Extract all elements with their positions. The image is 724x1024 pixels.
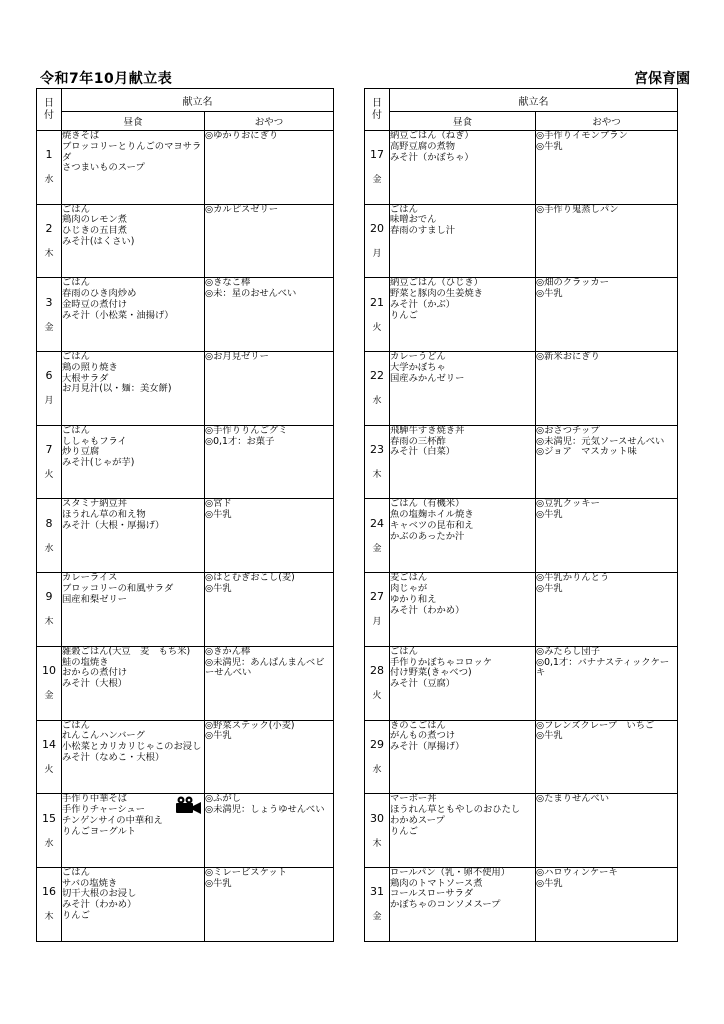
snack-header: おやつ — [536, 112, 678, 131]
day-number: 1 — [45, 148, 53, 162]
day-number: 20 — [370, 222, 384, 236]
weekday: 月 — [372, 249, 382, 260]
lunch-item: マーボー丼 — [390, 793, 437, 805]
day-cell — [365, 867, 390, 941]
lunch-item: 金時豆の煮付け — [62, 298, 128, 310]
snack-cell — [536, 204, 678, 278]
table-row — [365, 499, 678, 573]
lunch-cell — [390, 425, 536, 499]
day-number: 8 — [45, 516, 53, 530]
snack-item: ◎たまりせんべい — [536, 793, 610, 805]
snack-cell — [536, 794, 678, 868]
day-number: 10 — [42, 664, 56, 678]
day-cell — [37, 204, 62, 278]
lunch-item: 付け野菜(きゃべつ) — [390, 667, 472, 679]
table-row — [37, 425, 334, 499]
weekday: 火 — [44, 764, 54, 775]
lunch-item: おからの煮付け — [62, 667, 128, 679]
lunch-cell — [390, 646, 536, 720]
lunch-item: 大学かぼちゃ — [390, 361, 446, 373]
table-row — [37, 867, 334, 941]
weekday: 木 — [44, 912, 54, 923]
snack-item: ◎おさつチップ — [536, 424, 600, 436]
snack-item: ◎牛乳 — [205, 730, 232, 742]
table-row — [365, 352, 678, 426]
day-cell — [365, 131, 390, 205]
snack-item: ◎ふがし — [205, 793, 242, 805]
lunch-item: お月見汁(以・麺：美女餅) — [62, 383, 172, 395]
lunch-item: ごはん — [62, 866, 90, 878]
snack-item: ◎未：星のおせんべい — [205, 288, 297, 300]
lunch-item: ごはん — [390, 203, 418, 215]
day-number: 24 — [370, 516, 384, 530]
lunch-item: 肉じゃが — [390, 582, 428, 594]
lunch-item: 鶏肉のレモン煮 — [62, 214, 128, 226]
snack-cell — [205, 573, 334, 647]
lunch-header: 昼食 — [390, 112, 536, 131]
day-number: 7 — [45, 443, 53, 457]
weekday: 水 — [44, 838, 54, 849]
lunch-item: 手作り中華そば — [62, 793, 128, 805]
day-cell — [365, 204, 390, 278]
menu-table-right — [364, 88, 678, 942]
snack-item: ◎きなこ棒 — [205, 277, 251, 289]
lunch-item: サバの塩焼き — [62, 877, 118, 889]
lunch-item: 魚の塩麹ホイル焼き — [390, 509, 474, 521]
snack-item: ◎未満児：元気ソースせんべい — [536, 435, 665, 447]
day-cell — [365, 352, 390, 426]
day-number: 14 — [42, 737, 56, 751]
weekday: 木 — [44, 617, 54, 628]
page-title: 令和7年10月献立表 — [40, 71, 173, 87]
lunch-item: 手作りチャーシュー — [62, 803, 146, 815]
lunch-cell — [390, 278, 536, 352]
day-cell — [37, 867, 62, 941]
menu-name-header: 献立名 — [390, 89, 678, 112]
lunch-item: かぶのあったか汁 — [390, 530, 465, 542]
snack-item: ◎未満児：あんぱんまんベビーせんべい — [205, 656, 325, 679]
snack-cell — [536, 425, 678, 499]
lunch-item: がんもの煮つけ — [390, 730, 456, 742]
lunch-item: 納豆ごはん（ひじき） — [390, 277, 483, 289]
lunch-item: 小松菜とカリカリじゃこのお浸し — [62, 741, 202, 753]
table-row — [37, 573, 334, 647]
lunch-item: ほうれん草ともやしのおひたし — [390, 803, 521, 815]
lunch-cell — [390, 573, 536, 647]
snack-cell — [205, 720, 334, 794]
lunch-item: 鮭の塩焼き — [62, 656, 109, 668]
lunch-cell — [390, 131, 536, 205]
day-cell — [365, 425, 390, 499]
lunch-item: みそ汁（かぶ） — [390, 298, 456, 310]
snack-cell — [536, 867, 678, 941]
lunch-item: 野菜と豚肉の生姜焼き — [390, 288, 483, 300]
day-number: 6 — [45, 369, 53, 383]
lunch-item: チンゲンサイの中華和え — [62, 814, 163, 826]
lunch-item: 麦ごはん — [390, 572, 428, 584]
lunch-item: りんご — [390, 825, 418, 837]
snack-cell — [536, 573, 678, 647]
lunch-item: 大根サラダ — [62, 372, 109, 384]
lunch-cell — [62, 720, 205, 794]
snack-cell — [205, 867, 334, 941]
weekday: 金 — [372, 543, 382, 554]
table-row — [365, 720, 678, 794]
day-number: 30 — [370, 811, 384, 825]
lunch-item: 納豆ごはん（ねぎ） — [390, 130, 474, 141]
lunch-item: ごはん — [62, 719, 90, 731]
snack-cell — [205, 425, 334, 499]
lunch-item: りんご — [62, 910, 90, 922]
lunch-cell — [62, 278, 205, 352]
snack-item: ◎手作り鬼蒸しパン — [536, 203, 619, 215]
lunch-cell — [390, 499, 536, 573]
table-row — [365, 794, 678, 868]
weekday: 火 — [372, 691, 382, 702]
lunch-item: きのこごはん — [390, 719, 446, 731]
day-number: 23 — [370, 443, 384, 457]
table-row — [37, 352, 334, 426]
lunch-item: れんこんハンバーグ — [62, 730, 146, 742]
lunch-item: 切干大根のお浸し — [62, 888, 137, 900]
snack-item: ◎牛乳 — [536, 730, 563, 742]
table-row — [365, 204, 678, 278]
lunch-item: カレーライス — [62, 572, 118, 584]
weekday: 火 — [44, 470, 54, 481]
snack-cell — [205, 646, 334, 720]
weekday: 火 — [372, 322, 382, 333]
day-number: 3 — [45, 295, 53, 309]
weekday: 月 — [372, 617, 382, 628]
snack-item: ◎みたらし団子 — [536, 645, 600, 657]
snack-item: ◎ハロウィンケーキ — [536, 866, 618, 878]
school-name: 宮保育園 — [634, 71, 690, 87]
day-cell — [37, 646, 62, 720]
snack-item: ◎きかん棒 — [205, 645, 251, 657]
day-cell — [365, 278, 390, 352]
snack-cell — [205, 352, 334, 426]
lunch-item: さつまいものスープ — [62, 162, 145, 174]
lunch-item: みそ汁（なめこ・大根） — [62, 751, 165, 763]
lunch-item: ロールパン（乳・卵不使用） — [390, 866, 511, 878]
lunch-item: 炒り豆腐 — [62, 446, 100, 458]
weekday: 木 — [44, 249, 54, 260]
lunch-item: みそ汁（白菜） — [390, 446, 456, 458]
snack-item: ◎はとむぎおこし(麦) — [205, 572, 295, 584]
lunch-item: みそ汁(はくさい) — [62, 236, 135, 248]
lunch-item: キャベツの昆布和え — [390, 520, 474, 532]
weekday: 水 — [44, 543, 54, 554]
lunch-item: ごはん — [62, 203, 90, 215]
day-cell — [37, 278, 62, 352]
lunch-item: みそ汁（わかめ） — [390, 604, 465, 616]
lunch-cell — [62, 573, 205, 647]
menu-name-header: 献立名 — [62, 89, 334, 112]
snack-cell — [536, 352, 678, 426]
lunch-item: みそ汁（わかめ） — [62, 899, 137, 911]
lunch-item: 味噌おでん — [390, 214, 437, 226]
lunch-item: ゆかり和え — [390, 593, 437, 605]
snack-cell — [536, 646, 678, 720]
snack-item: ◎豆乳クッキー — [536, 498, 600, 510]
table-row — [365, 425, 678, 499]
lunch-item: 国産みかんゼリー — [390, 372, 465, 384]
table-row — [37, 720, 334, 794]
snack-item: ◎野菜ステック(小麦) — [205, 719, 295, 731]
weekday: 木 — [372, 838, 382, 849]
lunch-cell — [390, 720, 536, 794]
weekday: 金 — [44, 322, 54, 333]
lunch-cell — [390, 794, 536, 868]
snack-item: ◎手作りりんごグミ — [205, 424, 288, 436]
day-cell — [37, 425, 62, 499]
lunch-item: コールスローサラダ — [390, 888, 474, 900]
weekday: 金 — [44, 691, 54, 702]
table-row — [365, 278, 678, 352]
lunch-item: 焼きそば — [62, 130, 100, 141]
day-number: 28 — [370, 664, 384, 678]
day-cell — [365, 499, 390, 573]
lunch-header: 昼食 — [62, 112, 205, 131]
table-row — [37, 646, 334, 720]
lunch-item: ごはん（有機米） — [390, 498, 465, 510]
day-number: 15 — [42, 811, 56, 825]
video-camera-icon — [174, 796, 202, 818]
snack-item: ◎ジョア マスカット味 — [536, 446, 637, 458]
lunch-cell — [62, 204, 205, 278]
snack-item: ◎牛乳 — [536, 140, 563, 152]
menu-table-left — [36, 88, 334, 942]
table-row — [37, 278, 334, 352]
snack-item: ◎フレンズクレープ いちご — [536, 719, 655, 731]
snack-item: ◎手作りイモンブラン — [536, 130, 628, 141]
day-number: 16 — [42, 885, 56, 899]
snack-cell — [205, 794, 334, 868]
snack-item: ◎0,1才：お菓子 — [205, 435, 275, 447]
snack-item: ◎牛乳 — [536, 288, 563, 300]
lunch-item: みそ汁（小松菜・油揚げ） — [62, 309, 174, 321]
lunch-item: みそ汁（豆腐） — [390, 678, 456, 690]
snack-cell — [536, 278, 678, 352]
lunch-item: 鶏肉のトマトソース煮 — [390, 877, 483, 889]
table-row — [365, 573, 678, 647]
snack-item: ◎新米おにぎり — [536, 351, 600, 363]
lunch-item: りんご — [390, 309, 418, 321]
lunch-cell — [62, 425, 205, 499]
lunch-item: 鶏の照り焼き — [62, 361, 118, 373]
lunch-item: みそ汁（大根・厚揚げ） — [62, 520, 165, 532]
table-row — [365, 131, 678, 205]
lunch-item: 春雨のすまし汁 — [390, 225, 456, 237]
lunch-item: ごはん — [62, 424, 90, 436]
lunch-item: わかめスープ — [390, 814, 445, 826]
day-number: 9 — [45, 590, 53, 604]
weekday: 水 — [44, 175, 54, 186]
snack-cell — [536, 499, 678, 573]
lunch-item: 国産和梨ゼリー — [62, 593, 128, 605]
lunch-cell — [390, 352, 536, 426]
lunch-item: ブロッコリーの和風サラダ — [62, 582, 174, 594]
day-cell — [365, 794, 390, 868]
weekday: 金 — [372, 175, 382, 186]
weekday: 水 — [372, 396, 382, 407]
day-number: 31 — [370, 885, 384, 899]
lunch-item: 春雨のひき肉炒め — [62, 288, 137, 300]
lunch-item: ひじきの五目煮 — [62, 225, 128, 237]
weekday: 木 — [372, 470, 382, 481]
snack-item: ◎ミレービスケット — [205, 866, 288, 878]
snack-item: ◎ゆかりおにぎり — [205, 130, 279, 141]
snack-cell — [536, 131, 678, 205]
snack-item: ◎0,1才：バナナスティックケーキ — [536, 656, 670, 679]
lunch-item: ごはん — [390, 645, 418, 657]
day-cell — [37, 352, 62, 426]
lunch-item: 飛騨牛すき焼き丼 — [390, 424, 465, 436]
snack-item: ◎牛乳 — [536, 877, 563, 889]
lunch-cell — [62, 131, 205, 205]
lunch-item: ブロッコリーとりんごのマヨサラダ — [62, 140, 202, 163]
day-number: 2 — [45, 222, 53, 236]
day-cell — [37, 794, 62, 868]
day-number: 29 — [370, 737, 384, 751]
weekday: 水 — [372, 764, 382, 775]
lunch-cell — [62, 794, 205, 868]
lunch-item: 春雨の三杯酢 — [390, 435, 446, 447]
lunch-item: カレーうどん — [390, 351, 446, 363]
day-cell — [37, 573, 62, 647]
day-cell — [365, 573, 390, 647]
day-number: 27 — [370, 590, 384, 604]
snack-item: ◎牛乳 — [536, 582, 563, 594]
snack-item: ◎牛乳かりんとう — [536, 572, 610, 584]
table-row — [37, 794, 334, 868]
snack-header: おやつ — [205, 112, 334, 131]
day-cell — [37, 499, 62, 573]
lunch-item: ごはん — [62, 351, 90, 363]
day-cell — [365, 720, 390, 794]
day-cell — [365, 646, 390, 720]
day-number: 21 — [370, 295, 384, 309]
lunch-item: 雑穀ごはん(大豆 麦 もち米) — [62, 645, 191, 657]
lunch-cell — [62, 499, 205, 573]
table-row — [37, 204, 334, 278]
snack-item: ◎牛乳 — [205, 877, 232, 889]
snack-item: ◎未満児：しょうゆせんべい — [205, 803, 325, 815]
lunch-item: りんごヨーグルト — [62, 825, 137, 837]
lunch-item: みそ汁（かぼちゃ） — [390, 151, 474, 163]
lunch-cell — [390, 867, 536, 941]
snack-cell — [205, 131, 334, 205]
lunch-cell — [62, 646, 205, 720]
lunch-item: かぼちゃのコンソメスープ — [390, 899, 501, 911]
lunch-item: みそ汁（大根） — [62, 678, 128, 690]
lunch-item: ししゃもフライ — [62, 435, 127, 447]
snack-cell — [205, 204, 334, 278]
snack-item: ◎カルピスゼリー — [205, 203, 279, 215]
table-row — [37, 499, 334, 573]
snack-item: ◎宮ド — [205, 498, 232, 510]
weekday: 金 — [372, 912, 382, 923]
table-row — [37, 131, 334, 205]
day-number: 17 — [370, 148, 384, 162]
day-header: 日 付 — [365, 89, 390, 131]
lunch-item: ごはん — [62, 277, 90, 289]
lunch-item: みそ汁(じゃが芋) — [62, 457, 135, 469]
lunch-item: スタミナ納豆丼 — [62, 498, 128, 510]
snack-item: ◎畑のクラッカー — [536, 277, 610, 289]
snack-cell — [205, 278, 334, 352]
lunch-item: 高野豆腐の煮物 — [390, 140, 456, 152]
snack-item: ◎牛乳 — [536, 509, 563, 521]
lunch-item: ほうれん草の和え物 — [62, 509, 146, 521]
lunch-cell — [62, 867, 205, 941]
lunch-item: みそ汁（厚揚げ） — [390, 741, 465, 753]
day-cell — [37, 720, 62, 794]
snack-item: ◎牛乳 — [205, 582, 232, 594]
snack-item: ◎お月見ゼリー — [205, 351, 269, 363]
snack-item: ◎牛乳 — [205, 509, 232, 521]
table-row — [365, 867, 678, 941]
lunch-cell — [390, 204, 536, 278]
weekday: 月 — [44, 396, 54, 407]
lunch-cell — [62, 352, 205, 426]
day-number: 22 — [370, 369, 384, 383]
snack-cell — [536, 720, 678, 794]
day-cell — [37, 131, 62, 205]
table-row — [365, 646, 678, 720]
lunch-item: 手作りかぼちゃコロッケ — [390, 656, 493, 668]
snack-cell — [205, 499, 334, 573]
day-header: 日 付 — [37, 89, 62, 131]
